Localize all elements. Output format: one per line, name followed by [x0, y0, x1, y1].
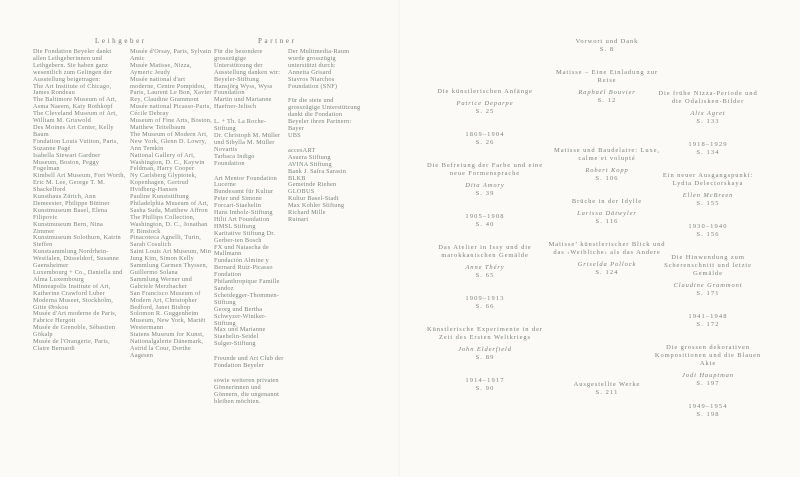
toc-period-range: 1930–1940 [688, 223, 728, 230]
partner-item: Kultur Basel-Stadt [288, 195, 339, 203]
partner-group [288, 148, 362, 224]
lenders-list-2 [130, 49, 212, 360]
toc-title: Matisse und Baudelaire: Luxe, calme et volupté [554, 147, 660, 162]
toc-page-number: S. 12 [597, 97, 617, 104]
list-item: Museum of Fine Arts, Boston, Matthew Teitelbaum [130, 117, 212, 131]
toc-page-number: S. 155 [696, 200, 720, 207]
partner-item: L. + Th. La Roche-Stiftung [214, 118, 267, 133]
toc-title: Ausgestellte Werke [573, 381, 641, 388]
partner-item: Dr. Christoph M. Müller und Sibylla M. Müller [214, 131, 281, 146]
list-item: Musée national Picasso-Paris, Cécile Debray [130, 103, 212, 118]
toc-page-number: S. 116 [595, 218, 619, 225]
list-item: Kunstmuseum Solothurn, Katrin Steffen [33, 234, 121, 249]
heading-partner: Partner [258, 37, 297, 45]
partner-item: accesART [288, 146, 316, 154]
partner-item: Max und Marianne Staehelin-Seidel [214, 326, 266, 341]
list-item: Saint Louis Art Museum, Min Jung Kim, Simon Kelly [130, 248, 212, 263]
toc-chapter [546, 241, 668, 277]
list-item: Fondation Louis Vuitton, Paris, Suzanne Pagé [33, 137, 119, 152]
toc-entry [546, 38, 668, 54]
partner-item: Fondation Philanthropique Famille Sandoz [214, 271, 280, 292]
toc-chapter [424, 244, 546, 280]
heading-leihgeber: Leihgeber [95, 37, 147, 45]
partner-group-intro: Für die stete und grosszügige Unterstützung dankt die Fondation Beyeler ihren Partnern: [288, 97, 361, 126]
list-item: Solomon R. Guggenheim Museum, New York, Mariët Westermann [130, 310, 206, 332]
toc-page-number: S. 40 [475, 221, 495, 228]
toc-title: Das Atelier in Issy und die marokkanischen Gemälde [438, 244, 532, 259]
toc-page-number: S. 124 [595, 269, 619, 276]
toc-page-number: S. 89 [475, 354, 495, 361]
partner-item: Hans Imholz-Stiftung [214, 209, 273, 217]
toc-title: Die Befreiung der Farbe und eine neue Formensprache [427, 162, 543, 177]
partner-item: Novartis [214, 145, 238, 153]
list-item: The Art Institute of Chicago, James Rondeau [33, 82, 112, 97]
toc-chapter [652, 254, 764, 298]
partner-group [288, 49, 362, 90]
toc-chapter [652, 90, 764, 126]
toc-title: Matisse – Eine Einladung zur Reise [555, 69, 659, 84]
toc-author: Anne Théry [465, 264, 505, 271]
page-gutter-divider [398, 0, 401, 477]
toc-period [424, 213, 546, 229]
toc-period-range: 1869–1904 [465, 131, 505, 138]
partner-item: Art Mentor Foundation Lucerne [214, 174, 277, 189]
toc-period [424, 295, 546, 311]
toc-author: Dita Amory [465, 182, 505, 189]
toc-period-range: 1905–1908 [465, 213, 505, 220]
toc-period [424, 377, 546, 393]
toc-page-number: S. 197 [696, 380, 720, 387]
partners-groups-1 [214, 49, 284, 406]
list-item: Moderna Museet, Stockholm, Gitte Ørskou [33, 296, 114, 311]
list-item: Musée Matisse, Nizza, Aymeric Jeudy [130, 61, 192, 76]
partner-item: Bayer [288, 125, 305, 133]
lenders-column-1 [33, 49, 126, 353]
toc-chapter [546, 198, 668, 226]
partner-item: Annetta Grisard [288, 68, 332, 76]
toc-period-range: 1941–1948 [688, 313, 728, 320]
list-item: The Phillips Collection, Washington, D. C., Jonathan P. Binstock [130, 213, 208, 235]
toc-author: Raphaël Bouvier [578, 89, 636, 96]
partner-item: Tarbaca Indigo Foundation [214, 152, 255, 167]
partners-column-1 [214, 49, 284, 414]
toc-page-number: S. 171 [696, 290, 720, 297]
toc-page-number: S. 26 [475, 139, 495, 146]
toc-column-left [424, 88, 546, 408]
toc-period-range: 1914–1917 [465, 377, 505, 384]
partner-item: Fundación Almine y Bernard Ruiz-Picasso [214, 257, 273, 272]
partner-item: UBS [288, 131, 301, 139]
partner-item: Karitative Stiftung Dr. Gerber-ten Bosch [214, 229, 276, 244]
toc-title: Vorwort und Dank [575, 38, 639, 45]
list-item: Musée national d'art moderne, Centre Pompidou, Paris, Laurent Le Bon, Xavier Rey, Claudine Grammont [130, 75, 212, 104]
toc-page-number: S. 106 [595, 175, 619, 182]
toc-title: Brüche in der Idylle [571, 198, 643, 205]
toc-page-number: S. 90 [475, 385, 495, 392]
partner-item: AVINA Stiftung [288, 160, 332, 168]
toc-title: Die frühe Nizza-Periode und die Odalisken-Bilder [658, 90, 758, 105]
list-item: Kunsthaus Zürich, Ann Demeester, Philippe Büttner [33, 193, 110, 207]
toc-author: Claudine Grammont [673, 282, 743, 289]
toc-page-number: S. 133 [696, 118, 720, 125]
partner-item: BLKB [288, 174, 306, 182]
list-item: Pinacoteca Agnelli, Turin, Sarah Cosulich [130, 234, 201, 249]
toc-title: Künstlerische Experimente in der Zeit des Ersten Weltkriegs [427, 326, 543, 341]
partner-item: Bank J. Safra Sarasin [288, 167, 347, 175]
partner-item: Hansjörg Wyss, Wyss Foundation [214, 82, 273, 97]
partner-group [214, 176, 284, 349]
partner-item: sowie weiteren privaten Gönnerinnen und Gönnern, die ungenannt bleiben möchten. [214, 376, 280, 405]
list-item: Minneapolis Institute of Art, Katherine Crawford Luber [33, 282, 111, 297]
toc-author: Ellen McBreen [682, 192, 734, 199]
toc-author: Robert Kopp [585, 167, 629, 174]
partners-groups-2 [288, 49, 362, 224]
toc-column-middle [546, 38, 668, 412]
partner-item: Martin und Marianne Haefner-Jeltsch [214, 96, 272, 111]
toc-page-number: S. 8 [599, 46, 615, 53]
list-item: Luxembourg + Co., Daniella und Alma Luxembourg [33, 269, 123, 283]
partner-item: FX und Natascha de Mallmann [214, 243, 269, 258]
list-item: Isabella Stewart Gardner Museum, Boston, Peggy Fogelman [33, 151, 101, 173]
toc-title: Ein neuer Ausgangspunkt: Lydia Delectorskaya [662, 172, 754, 187]
partner-item: Max Kohler Stiftung [288, 202, 345, 210]
toc-title: Die künstlerischen Anfänge [437, 88, 533, 95]
toc-chapter [652, 172, 764, 208]
toc-period [652, 141, 764, 157]
toc-period [424, 131, 546, 147]
toc-period [652, 403, 764, 419]
toc-author: Larissa Dätwyler [577, 210, 637, 217]
toc-column-right [652, 90, 764, 434]
list-item: Statens Museum for Kunst, Nationalgalerie Dänemark, Astrid la Cour, Dorthe Aagesen [130, 331, 204, 359]
lenders-column-2 [130, 49, 212, 360]
list-item: Musée de Grenoble, Sébastien Gökalp [33, 324, 116, 339]
partner-item: Scheidegger-Thommen-Stiftung [214, 291, 280, 306]
partner-item: Peter und Simone Forcart-Staehelin [214, 195, 262, 210]
partner-item: Sulger-Stiftung [214, 340, 256, 348]
partner-group-intro: Für die besondere grosszügige Unterstützung der Ausstellung danken wir: [214, 48, 281, 76]
list-item: The Museum of Modern Art, New York, Glenn D. Lowry, Ann Temkin [130, 130, 208, 152]
list-item: The Baltimore Museum of Art, Asma Naeem, Katy Rothkopf [33, 96, 117, 111]
partner-group [214, 356, 284, 370]
lenders-intro: Die Fondation Beyeler dankt allen Leihgeberinnen und Leihgebern. Sie haben ganz wesentlich zum Gelingen der Ausstellung beigetragen: [33, 48, 113, 83]
toc-chapter [652, 344, 764, 388]
toc-chapter [546, 147, 668, 183]
partner-group [288, 98, 362, 139]
partner-item: Ruinart [288, 215, 309, 223]
list-item: Musée de l'Orangerie, Paris, Claire Bernardi [33, 338, 110, 352]
partner-item: Freunde und Art Club der Fondation Beyeler [214, 355, 284, 370]
partners-column-2 [288, 49, 362, 232]
list-item: Musée d'Orsay, Paris, Sylvain Amic [130, 48, 212, 62]
list-item: Musée d'Art moderne de Paris, Fabrice Hergott [33, 310, 117, 325]
list-item: Philadelphia Museum of Art, Sasha Suda, Matthew Affron [130, 199, 209, 214]
list-item: Kunstmuseum Basel, Elena Filipovic [33, 206, 108, 221]
partner-item: Richard Mille [288, 209, 326, 217]
partner-group [214, 49, 284, 111]
toc-period [652, 313, 764, 329]
toc-page-number: S. 65 [475, 272, 495, 279]
toc-author: John Elderfield [458, 346, 512, 353]
toc-page-number: S. 172 [696, 321, 720, 328]
partner-group-intro: Der Multimedia-Raum wurde grosszügig unterstützt durch: [288, 48, 350, 69]
toc-author: Alix Agret [690, 110, 726, 117]
partner-item: Beyeler-Stiftung [214, 75, 260, 83]
toc-page-number: S. 134 [696, 149, 720, 156]
toc-page-number: S. 198 [696, 411, 720, 418]
toc-author: Jodi Hauptman [682, 372, 734, 379]
list-item: Pauline Kunststiftung [130, 193, 189, 201]
list-item: San Francisco Museum of Modern Art, Christopher Bedford, Janet Bishop [130, 289, 201, 311]
toc-page-number: S. 211 [595, 389, 619, 396]
list-item: Kunstmuseum Bern, Nina Zimmer [33, 220, 103, 235]
toc-period-range: 1918–1929 [688, 141, 728, 148]
list-item: Kimbell Art Museum, Fort Worth, Eric M. Lee, George T. M. Shackelford [33, 172, 126, 194]
partner-item: Hilti Art Foundation [214, 215, 270, 223]
toc-author: Patrice Deparpe [456, 100, 514, 107]
partner-item: Asuera Stiftung [288, 153, 331, 161]
toc-page-number: S. 25 [475, 108, 495, 115]
toc-page-number: S. 39 [475, 190, 495, 197]
toc-chapter [424, 88, 546, 116]
toc-period-range: 1909–1913 [465, 295, 505, 302]
list-item: The Cleveland Museum of Art, William M. Griswold [33, 110, 118, 125]
list-item: Ny Carlsberg Glyptotek, Kopenhagen, Gertrud Hvidberg-Hansen [130, 172, 197, 194]
toc-title: Matisse’ künstlerischer Blick und das ‹Weibliche› als das Andere [548, 241, 666, 256]
partner-item: HMSL Stiftung [214, 222, 256, 230]
partner-item: Stavros Niarchos Foundation (SNF) [288, 75, 338, 90]
toc-title: Die Hinwendung zum Scherenschnitt und letzte Gemälde [664, 254, 752, 277]
toc-entry [546, 381, 668, 397]
list-item: Des Moines Art Center, Kelly Baum [33, 123, 114, 138]
partner-item: GLOBUS [288, 188, 315, 196]
toc-period [652, 223, 764, 239]
list-item: Kunstsammlung Nordrhein-Westfalen, Düsseldorf, Susanne Gaensheimer [33, 248, 119, 270]
lenders-list-1 [33, 84, 126, 353]
list-item: Sammlung Carmen Thyssen, Guillermo Solana [130, 262, 208, 276]
partner-item: Georg und Bertha Schwyzer-Winiker-Stiftung [214, 305, 267, 327]
list-item: National Gallery of Art, Washington, D. C., Kaywin Feldman, Harry Cooper [130, 151, 205, 173]
toc-chapter [424, 162, 546, 198]
partner-group [214, 119, 284, 167]
partner-item: Bundesamt für Kultur [214, 188, 274, 196]
toc-page-number: S. 156 [696, 231, 720, 238]
partner-group [214, 378, 284, 406]
toc-page-number: S. 66 [475, 303, 495, 310]
toc-title: Die grossen dekorativen Kompositionen und die Blauen Akte [654, 344, 762, 367]
toc-author: Griselda Pollock [577, 261, 637, 268]
toc-chapter [546, 69, 668, 105]
toc-chapter [424, 326, 546, 362]
toc-period-range: 1949–1954 [688, 403, 728, 410]
list-item: Sammlung Werner und Gabriele Merzbacher [130, 275, 192, 290]
partner-item: Gemeinde Riehen [288, 181, 337, 189]
